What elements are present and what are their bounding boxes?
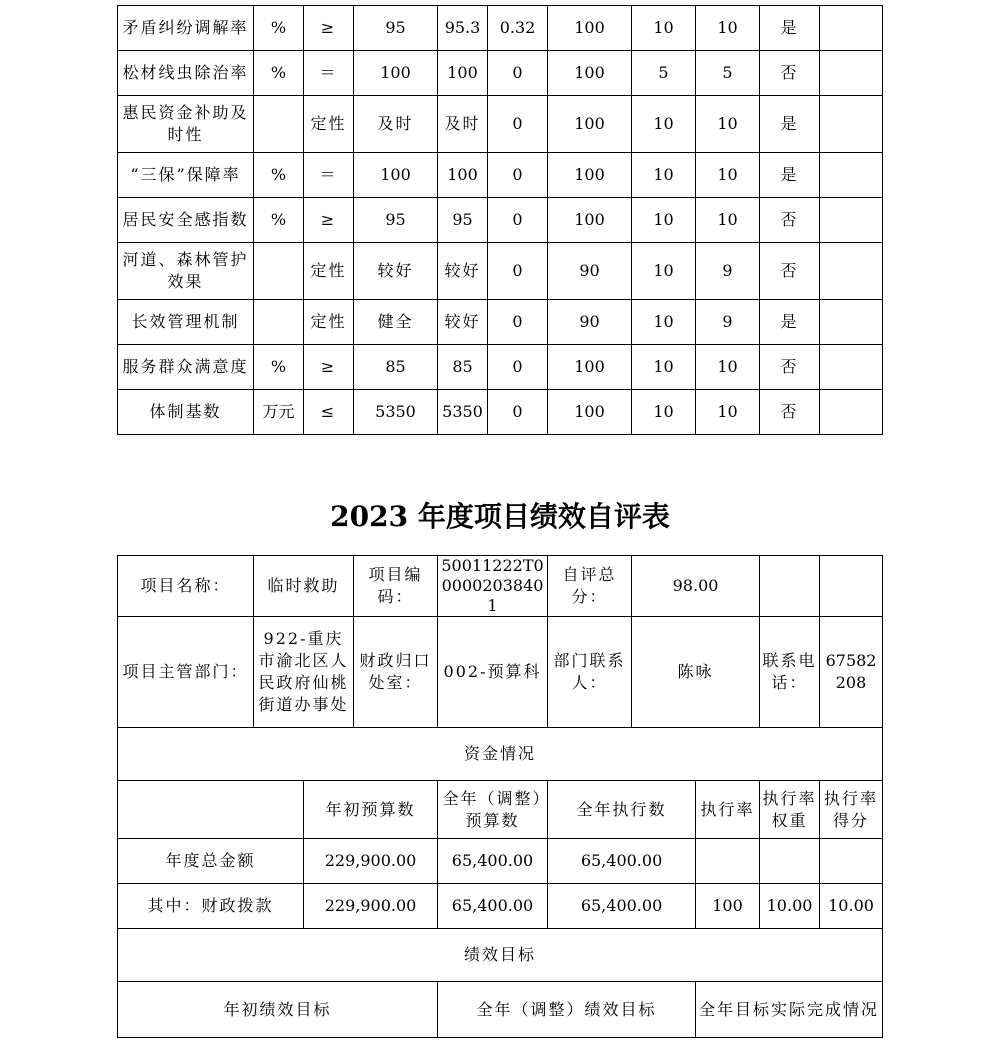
project-name-label: 项目名称： [118, 556, 254, 617]
indicator-weight: 10 [632, 198, 696, 243]
page-title: 2023 年度项目绩效自评表 [330, 500, 670, 533]
indicator-target: 85 [354, 345, 438, 390]
indicator-deviation: 0 [488, 390, 548, 435]
funds-row [118, 839, 883, 884]
indicator-completion-rate: 90 [548, 243, 632, 300]
indicator-unit: % [254, 6, 304, 51]
goals-section-label: 绩效目标 [118, 929, 883, 982]
indicator-weight: 10 [632, 96, 696, 153]
indicator-target: 健全 [354, 300, 438, 345]
funds-row-score [820, 839, 883, 884]
indicator-score: 10 [696, 345, 760, 390]
contact-label: 部门联系人： [548, 617, 632, 728]
funds-header-executed: 全年执行数 [548, 781, 696, 839]
indicator-score: 10 [696, 390, 760, 435]
indicator-operator: ≥ [304, 6, 354, 51]
indicator-name: 服务群众满意度 [118, 345, 254, 390]
indicator-deviation: 0 [488, 243, 548, 300]
indicator-score: 10 [696, 6, 760, 51]
funds-row-adjusted: 65,400.00 [438, 839, 548, 884]
empty-cell [820, 153, 883, 198]
indicator-core-flag: 否 [760, 243, 820, 300]
indicator-score: 10 [696, 153, 760, 198]
indicator-operator: 定性 [304, 300, 354, 345]
indicator-weight: 10 [632, 300, 696, 345]
indicator-unit [254, 243, 304, 300]
dept-value: 922-重庆市渝北区人民政府仙桃街道办事处 [254, 617, 354, 728]
project-score-label: 自评总分： [548, 556, 632, 617]
indicator-target: 95 [354, 198, 438, 243]
indicator-completion-rate: 100 [548, 390, 632, 435]
funds-header-initial: 年初预算数 [304, 781, 438, 839]
indicator-actual: 100 [438, 153, 488, 198]
indicator-operator: ＝ [304, 51, 354, 96]
empty-cell [118, 781, 304, 839]
funds-row-initial: 229,900.00 [304, 884, 438, 929]
indicator-weight: 10 [632, 390, 696, 435]
indicator-row [118, 390, 883, 435]
indicator-deviation: 0 [488, 198, 548, 243]
indicator-deviation: 0 [488, 153, 548, 198]
indicator-weight: 10 [632, 6, 696, 51]
empty-cell [820, 51, 883, 96]
indicator-actual: 5350 [438, 390, 488, 435]
indicator-deviation: 0 [488, 51, 548, 96]
indicator-actual: 及时 [438, 96, 488, 153]
funds-header-adjusted: 全年（调整）预算数 [438, 781, 548, 839]
project-row-2 [118, 617, 883, 728]
indicator-completion-rate: 100 [548, 153, 632, 198]
indicator-target: 较好 [354, 243, 438, 300]
funds-row-label: 年度总金额 [118, 839, 304, 884]
indicator-unit: % [254, 153, 304, 198]
indicator-completion-rate: 100 [548, 345, 632, 390]
project-row-1 [118, 556, 883, 617]
empty-cell [820, 6, 883, 51]
indicator-operator: ≥ [304, 198, 354, 243]
indicator-score: 10 [696, 198, 760, 243]
funds-row-weight [760, 839, 820, 884]
indicator-table [117, 5, 883, 435]
project-code-label: 项目编码： [354, 556, 438, 617]
indicator-operator: 定性 [304, 96, 354, 153]
indicator-actual: 85 [438, 345, 488, 390]
indicator-core-flag: 否 [760, 198, 820, 243]
indicator-deviation: 0.32 [488, 6, 548, 51]
indicator-operator: ≤ [304, 390, 354, 435]
indicator-row [118, 345, 883, 390]
funds-row-weight: 10.00 [760, 884, 820, 929]
indicator-operator: ＝ [304, 153, 354, 198]
finance-label: 财政归口处室： [354, 617, 438, 728]
empty-cell [820, 198, 883, 243]
indicator-completion-rate: 100 [548, 198, 632, 243]
funds-row-initial: 229,900.00 [304, 839, 438, 884]
funds-row-executed: 65,400.00 [548, 839, 696, 884]
indicator-core-flag: 否 [760, 390, 820, 435]
indicator-row [118, 51, 883, 96]
funds-row-score: 10.00 [820, 884, 883, 929]
indicator-row [118, 6, 883, 51]
goals-section-row [118, 929, 883, 982]
indicator-name: 矛盾纠纷调解率 [118, 6, 254, 51]
indicator-deviation: 0 [488, 345, 548, 390]
indicator-row [118, 300, 883, 345]
indicator-score: 9 [696, 300, 760, 345]
goals-actual-label: 全年目标实际完成情况 [696, 982, 883, 1038]
indicator-unit [254, 300, 304, 345]
finance-value: 002-预算科 [438, 617, 548, 728]
indicator-core-flag: 是 [760, 6, 820, 51]
funds-header-row [118, 781, 883, 839]
indicator-completion-rate: 100 [548, 96, 632, 153]
indicator-operator: 定性 [304, 243, 354, 300]
indicator-row [118, 243, 883, 300]
empty-cell [820, 345, 883, 390]
project-table [117, 555, 883, 1038]
indicator-name: 居民安全感指数 [118, 198, 254, 243]
indicator-name: 河道、森林管护效果 [118, 243, 254, 300]
indicator-core-flag: 否 [760, 345, 820, 390]
empty-cell [820, 96, 883, 153]
funds-header-score: 执行率得分 [820, 781, 883, 839]
indicator-core-flag: 是 [760, 300, 820, 345]
empty-cell [820, 390, 883, 435]
indicator-score: 5 [696, 51, 760, 96]
goals-adjusted-label: 全年（调整）绩效目标 [438, 982, 696, 1038]
indicator-weight: 5 [632, 51, 696, 96]
indicator-actual: 较好 [438, 243, 488, 300]
phone-value: 67582208 [820, 617, 883, 728]
funds-row-rate: 100 [696, 884, 760, 929]
indicator-deviation: 0 [488, 300, 548, 345]
indicator-target: 及时 [354, 96, 438, 153]
indicator-name: 长效管理机制 [118, 300, 254, 345]
funds-row [118, 884, 883, 929]
indicator-row [118, 198, 883, 243]
indicator-completion-rate: 100 [548, 6, 632, 51]
phone-label: 联系电话： [760, 617, 820, 728]
indicator-unit [254, 96, 304, 153]
funds-header-rate: 执行率 [696, 781, 760, 839]
funds-row-label: 其中：财政拨款 [118, 884, 304, 929]
indicator-core-flag: 否 [760, 51, 820, 96]
indicator-completion-rate: 90 [548, 300, 632, 345]
empty-cell [760, 556, 820, 617]
project-code-value: 50011222T000002038401 [438, 556, 548, 617]
indicator-core-flag: 是 [760, 153, 820, 198]
indicator-name: “三保”保障率 [118, 153, 254, 198]
empty-cell [820, 243, 883, 300]
indicator-unit: 万元 [254, 390, 304, 435]
funds-header-weight: 执行率权重 [760, 781, 820, 839]
funds-row-executed: 65,400.00 [548, 884, 696, 929]
indicator-actual: 较好 [438, 300, 488, 345]
indicator-score: 9 [696, 243, 760, 300]
indicator-core-flag: 是 [760, 96, 820, 153]
funds-section-label: 资金情况 [118, 728, 883, 781]
indicator-weight: 10 [632, 153, 696, 198]
contact-value: 陈咏 [632, 617, 760, 728]
indicator-deviation: 0 [488, 96, 548, 153]
indicator-target: 100 [354, 51, 438, 96]
indicator-completion-rate: 100 [548, 51, 632, 96]
indicator-operator: ≥ [304, 345, 354, 390]
indicator-name: 惠民资金补助及时性 [118, 96, 254, 153]
indicator-target: 100 [354, 153, 438, 198]
indicator-weight: 10 [632, 345, 696, 390]
funds-row-rate [696, 839, 760, 884]
goals-initial-label: 年初绩效目标 [118, 982, 438, 1038]
indicator-target: 95 [354, 6, 438, 51]
indicator-unit: % [254, 198, 304, 243]
indicator-actual: 100 [438, 51, 488, 96]
indicator-row [118, 153, 883, 198]
indicator-target: 5350 [354, 390, 438, 435]
indicator-name: 松材线虫除治率 [118, 51, 254, 96]
indicator-actual: 95 [438, 198, 488, 243]
empty-cell [820, 300, 883, 345]
goals-header-row [118, 982, 883, 1038]
funds-section-row [118, 728, 883, 781]
project-name-value: 临时救助 [254, 556, 354, 617]
indicator-unit: % [254, 51, 304, 96]
empty-cell [820, 556, 883, 617]
dept-label: 项目主管部门： [118, 617, 254, 728]
indicator-actual: 95.3 [438, 6, 488, 51]
funds-row-adjusted: 65,400.00 [438, 884, 548, 929]
indicator-row [118, 96, 883, 153]
project-score-value: 98.00 [632, 556, 760, 617]
indicator-unit: % [254, 345, 304, 390]
indicator-weight: 10 [632, 243, 696, 300]
indicator-name: 体制基数 [118, 390, 254, 435]
indicator-score: 10 [696, 96, 760, 153]
